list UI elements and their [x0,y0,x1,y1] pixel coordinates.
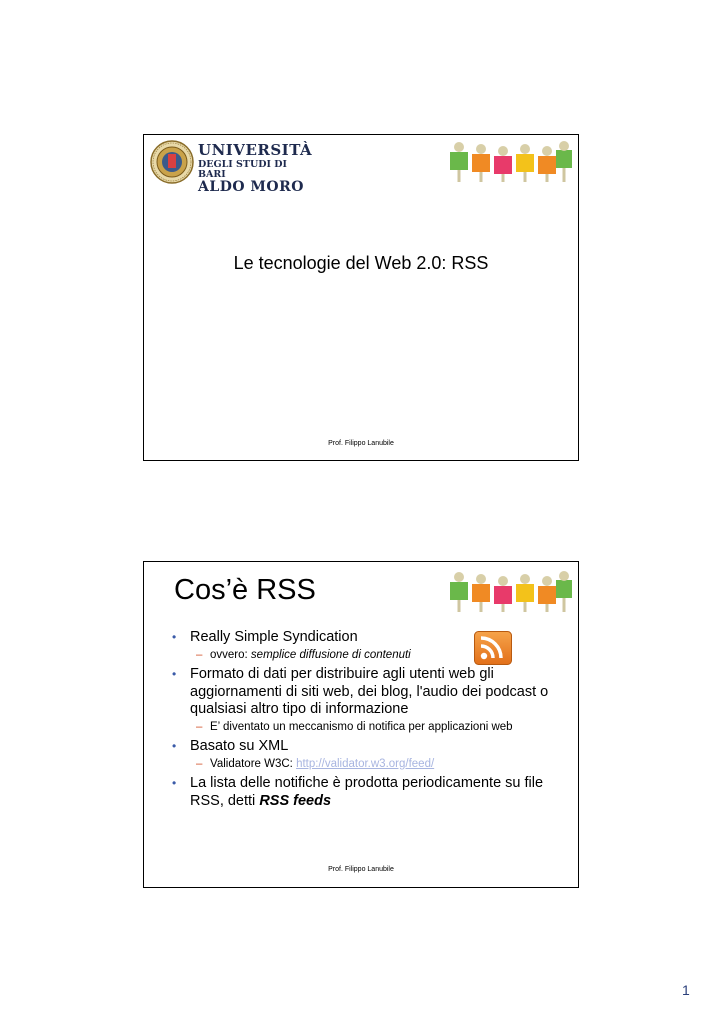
bullet-dot: • [172,776,177,790]
bullet-list [172,629,572,814]
slide-1-title: Le tecnologie del Web 2.0: RSS [233,253,489,273]
bullet-item [172,629,572,662]
sub-bullet-dash: – [196,648,203,661]
bullet-dot: • [172,667,177,681]
bullet-dot: • [172,630,177,644]
logo-line-3: ALDO MORO [198,179,304,195]
bullet-item [172,738,572,771]
bullet-bold-italic: RSS feeds [259,792,332,809]
sub-bullet-dash: – [196,757,203,770]
slide-1-footer: Prof. Filippo Lanubile [328,440,394,447]
slide-2 [143,561,579,888]
sub-bullet-text: E’ diventato un meccanismo di notifica per applicazioni web [210,720,513,733]
bullet-text: Basato su XML [190,738,289,754]
sub-bullet-emphasis: semplice diffusione di contenuti [250,648,411,661]
puzzle-people-image [444,138,576,184]
bullet-text: La lista delle notifiche è prodotta periodicamente su file RSS, detti [190,775,544,809]
slide-2-footer: Prof. Filippo Lanubile [328,866,394,873]
bullet-item [172,666,572,734]
university-logo [150,140,313,195]
slide-1 [143,134,579,461]
sub-bullet-dash: – [196,720,203,733]
page-number: 1 [682,982,690,998]
university-seal-icon [150,140,194,184]
puzzle-people-image [444,568,576,614]
sub-bullet-prefix: Validatore W3C: [210,757,297,770]
bullet-item [172,775,572,810]
bullet-dot: • [172,739,177,753]
sub-bullet-prefix: ovvero: [210,648,251,661]
slide-2-title: Cos’è RSS [174,574,316,606]
logo-line-2: DEGLI STUDI DI BARI [198,159,287,180]
bullet-text: Formato di dati per distribuire agli utenti web gli aggiornamenti di siti web, dei blog, l'audio dei podcast o qualsiasi altro tipo di informazione [190,666,549,717]
bullet-text: Really Simple Syndication [190,629,358,645]
validator-link[interactable]: http://validator.w3.org/feed/ [296,757,435,770]
logo-line-1: UNIVERSITÀ [198,141,313,159]
